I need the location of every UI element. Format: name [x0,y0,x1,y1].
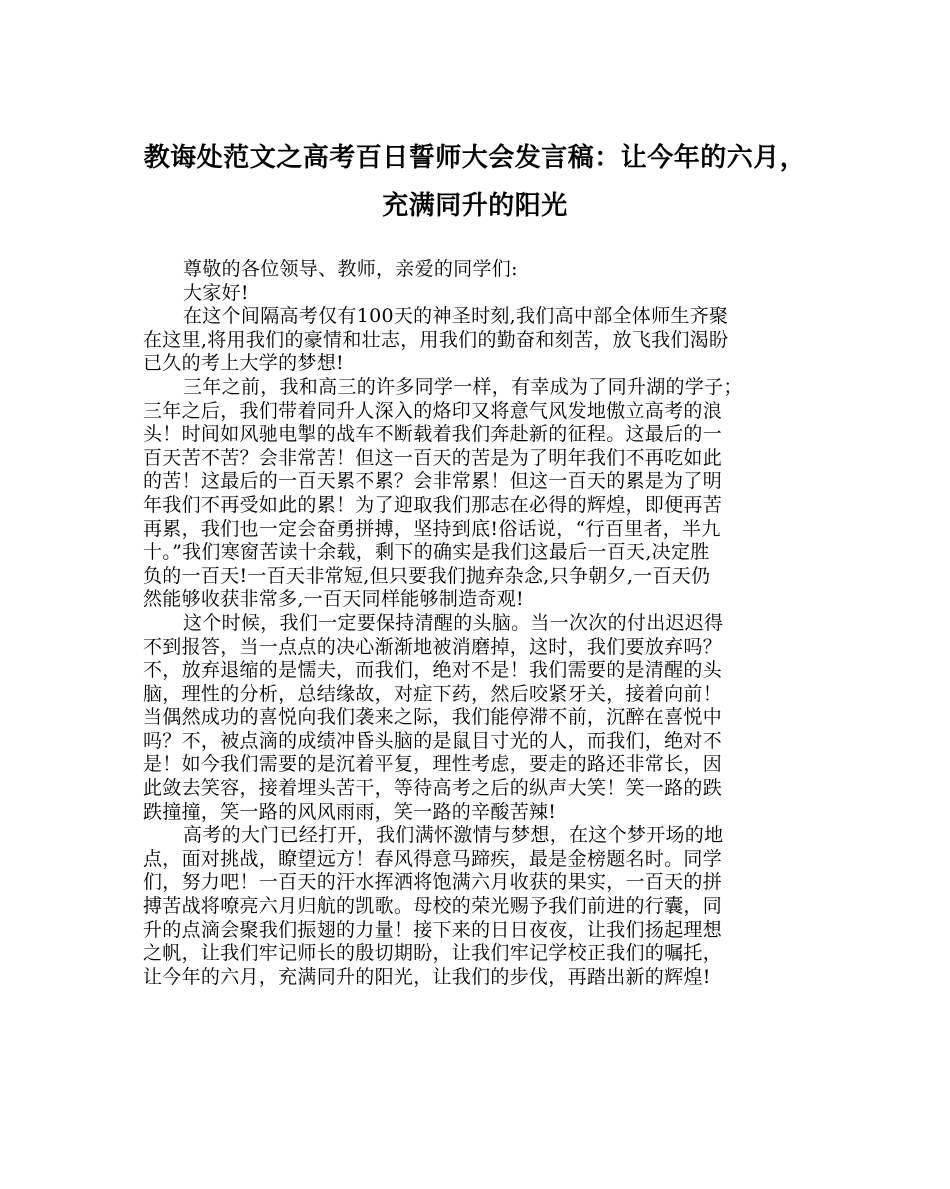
greeting: 大家好! [183,281,249,304]
paragraph-line: 十。”我们寒窗苦读十余载，剩下的确实是我们这最后一百天,决定胜 [143,541,710,564]
paragraph-line: 头！时间如风驰电掣的战车不断载着我们奔赴新的征程。这最后的一 [143,423,723,446]
paragraph-line: 三年之后，我们带着同升人深入的烙印又将意气风发地傲立高考的浪 [143,399,723,422]
salutation: 尊敬的各位领导、教师，亲爱的同学们: [183,258,518,280]
paragraph-line: 年我们不再受如此的累！为了迎取我们那志在必得的辉煌，即便再苦 [143,493,723,516]
paragraph-line: 百天苦不苦？会非常苦！但这一百天的苦是为了明年我们不再吃如此 [143,446,723,469]
paragraph-line: 吗？不，被点滴的成绩冲昏头脑的是鼠目寸光的人，而我们，绝对不 [143,729,723,752]
paragraph-line: 然能够收获非常多,一百天同样能够制造奇观! [143,588,524,611]
paragraph-line: 三年之前，我和高三的许多同学一样，有幸成为了同升湖的学子； [183,375,743,398]
paragraph-line: 此敛去笑容，接着埋头苦干，等待高考之后的纵声大笑！笑一路的跌 [143,777,723,800]
title-line: 充满同升的阳光 [382,191,568,221]
document-body [143,258,813,989]
paragraph-line: 们，努力吧！一百天的汗水挥洒将饱满六月收获的果实，一百天的拼 [143,871,723,894]
paragraph-line: 再累，我们也一定会奋勇拼搏，坚持到底!俗话说，“行百里者，半九 [143,517,721,540]
paragraph-line: 在这里,将用我们的豪情和壮志，用我们的勤奋和刻苦，放飞我们渴盼 [143,328,729,351]
paragraph-line: 不到报答，当一点点的决心渐渐地被消磨掉，这时，我们要放弃吗？ [143,635,723,658]
document-title [130,134,820,230]
paragraph-line: 已久的考上大学的梦想! [143,352,344,375]
paragraph-line: 升的点滴会聚我们振翅的力量！接下来的日日夜夜，让我们扬起理想 [143,918,723,941]
paragraph-line: 的苦！这最后的一百天累不累？会非常累！但这一百天的累是为了明 [143,470,723,493]
paragraph-line: 这个时候，我们一定要保持清醒的头脑。当一次次的付出迟迟得 [183,611,724,634]
paragraph-line: 跌撞撞，笑一路的风风雨雨，笑一路的辛酸苦辣! [143,800,557,823]
paragraph-line: 搏苦战将嘹亮六月归航的凯歌。母校的荣光赐予我们前进的行囊，同 [143,895,723,918]
paragraph-line: 点，面对挑战，瞭望远方！春风得意马蹄疾，最是金榜题名时。同学 [143,847,723,870]
paragraph-line: 之帆，让我们牢记师长的殷切期盼，让我们牢记学校正我们的嘱托， [143,942,723,965]
paragraph-line: 当偶然成功的喜悦向我们袭来之际，我们能停滞不前，沉醉在喜悦中 [143,706,723,729]
paragraph-line: 让今年的六月，充满同升的阳光，让我们的步伐，再踏出新的辉煌! [143,965,711,988]
paragraph-line: 负的一百天!一百天非常短,但只要我们抛弃杂念,只争朝夕,一百天仍 [143,564,711,587]
paragraph-line: 是！如今我们需要的是沉着平复，理性考虑，要走的路还非常长，因 [143,753,723,776]
paragraph-line: 高考的大门已经打开，我们满怀激情与梦想，在这个梦开场的地 [183,824,724,847]
paragraph-line: 不，放弃退缩的是懦夫，而我们，绝对不是！我们需要的是清醒的头 [143,659,723,682]
title-line: 教诲处范文之高考百日誓师大会发言稿：让今年的六月， [143,143,807,173]
paragraph-line: 脑，理性的分析，总结缘故，对症下药，然后咬紧牙关，接着向前！ [143,682,723,705]
paragraph-line: 在这个间隔高考仅有100天的神圣时刻,我们高中部全体师生齐聚 [183,305,729,328]
